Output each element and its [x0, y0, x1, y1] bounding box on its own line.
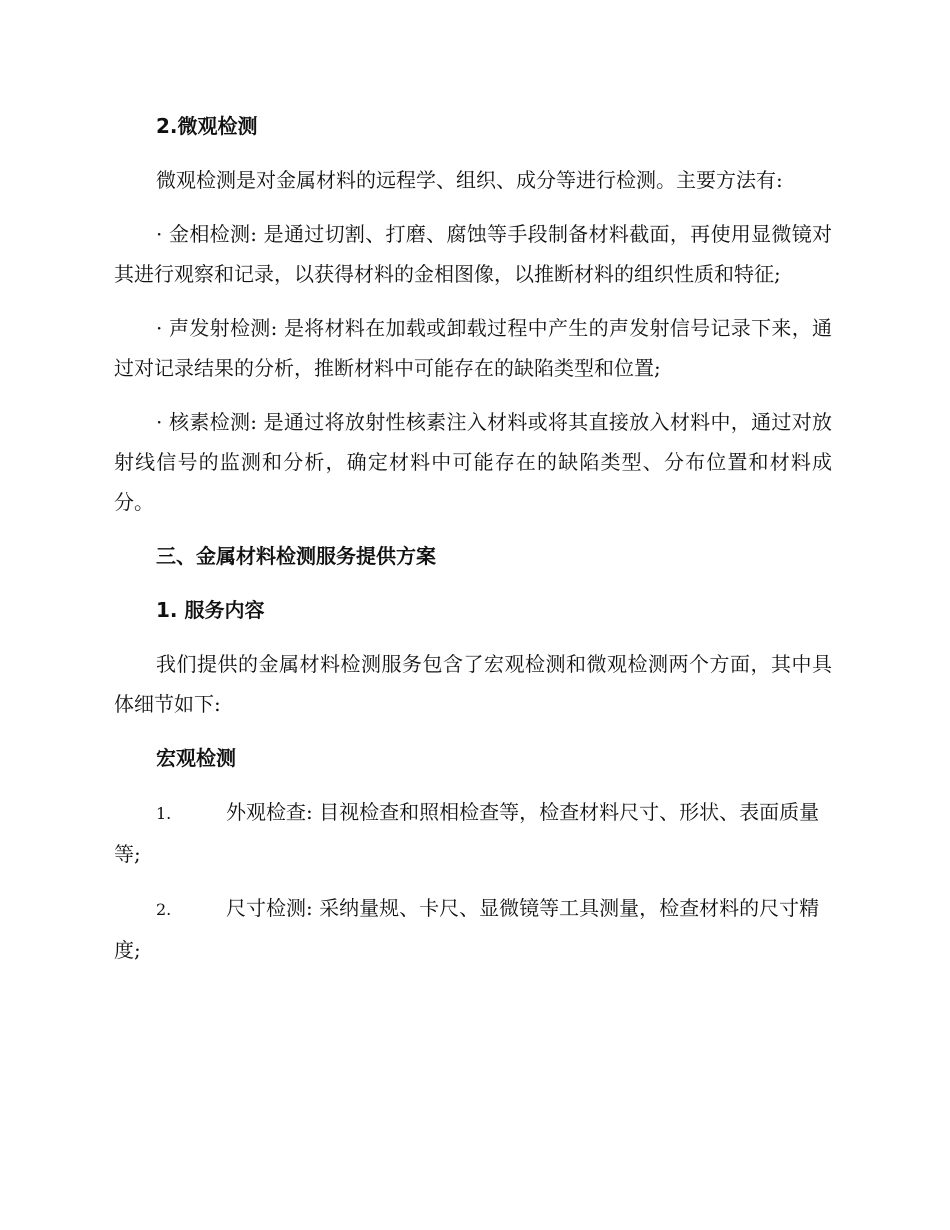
service-intro: 我们提供的金属材料检测服务包含了宏观检测和微观检测两个方面，其中具体细节如下: [114, 652, 832, 716]
macro-item-appearance [114, 792, 832, 874]
list-number: 2. [156, 900, 172, 919]
list-item-text: 尺寸检测: 采纳量规、卡尺、显微镜等工具测量，检查材料的尺寸精度; [114, 896, 820, 962]
list-item-text: 外观检查: 目视检查和照相检查等，检查材料尺寸、形状、表面质量等; [114, 800, 820, 866]
macro-item-dimension [114, 888, 832, 970]
method-acoustic-emission: · 声发射检测: 是将材料在加载或卸载过程中产生的声发射信号记录下来，通过对记录结果的分析，推断材料中可能存在的缺陷类型和位置; [114, 316, 832, 380]
document-content [114, 106, 832, 984]
service-heading: 1. 服务内容 [156, 598, 265, 622]
list-number: 1. [156, 804, 172, 823]
section3-heading: 三、金属材料检测服务提供方案 [156, 544, 436, 568]
macro-heading: 宏观检测 [156, 746, 236, 770]
micro-heading: 2.微观检测 [156, 114, 258, 138]
micro-intro: 微观检测是对金属材料的远程学、组织、成分等进行检测。主要方法有: [156, 168, 783, 192]
method-nuclide: · 核素检测: 是通过将放射性核素注入材料或将其直接放入材料中，通过对放射线信号的监测和分析，确定材料中可能存在的缺陷类型、分布位置和材料成分。 [114, 410, 832, 514]
method-metallography: · 金相检测: 是通过切割、打磨、腐蚀等手段制备材料截面，再使用显微镜对其进行观察和记录，以获得材料的金相图像，以推断材料的组织性质和特征; [114, 222, 832, 286]
